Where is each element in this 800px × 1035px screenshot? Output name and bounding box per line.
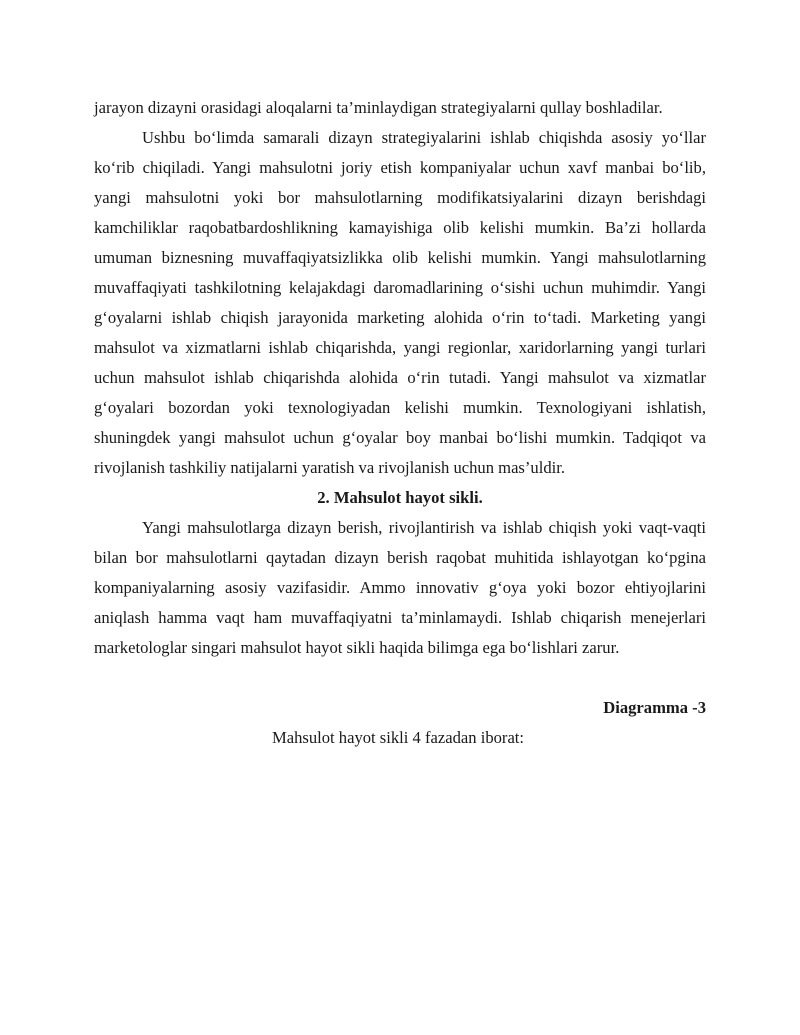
section-heading: 2. Mahsulot hayot sikli. bbox=[317, 488, 483, 507]
diagram-label: Diagramma -3 bbox=[603, 698, 706, 717]
paragraph-continuation: jarayon dizayni orasidagi aloqalarni ta’minlaydigan strategiyalarni qullay boshladilar. bbox=[94, 98, 663, 117]
document-page bbox=[94, 93, 706, 753]
paragraph-product-design: Yangi mahsulotlarga dizayn berish, rivojlantirish va ishlab chiqish yoki vaqt-vaqti bilan bor mahsulotlarni qaytadan dizayn berish raqobat muhitida ishlayotgan ko‘pgina kompaniyalarning asosiy vazifasidir. Ammo innovativ g‘oya yoki bozor ehtiyojlarini aniqlash hamma vaqt ham muvaffaqiyatni ta’minlamaydi. Ishlab chiqarish menejerlari marketologlar singari mahsulot hayot sikli haqida bilimga ega bo‘lishlari zarur. bbox=[94, 518, 706, 657]
diagram-caption: Mahsulot hayot sikli 4 fazadan iborat: bbox=[271, 728, 525, 747]
paragraph-design-strategies: Ushbu bo‘limda samarali dizayn strategiyalarini ishlab chiqishda asosiy yo‘llar ko‘rib chiqiladi. Yangi mahsulotni joriy etish kompaniyalar uchun xavf manbai bo‘lib, yangi mahsulotni yoki bor mahsulotlarning modifikatsiyalarini dizayn berishdagi kamchiliklar raqobatbardoshlikning kamayishiga olib kelishi mumkin. Ba’zi hollarda umuman biznesning muvaffaqiyatsizlikka olib kelishi mumkin. Yangi mahsulotlarning muvaffaqiyati tashkilotning kelajakdagi daromadlarining o‘sishi uchun muhimdir. Yangi g‘oyalarni ishlab chiqish jarayonida marketing alohida o‘rin to‘tadi. Marketing yangi mahsulot va xizmatlarni ishlab chiqarishda, yangi regionlar, xaridorlarning yangi turlari uchun mahsulot ishlab chiqarishda alohida o‘rin tutadi. Yangi mahsulot va xizmatlar g‘oyalari bozordan yoki texnologiyadan kelishi mumkin. Texnologiyani ishlatish, shuningdek yangi mahsulot uchun g‘oyalar boy manbai bo‘lishi mumkin. Tadqiqot va rivojlanish tashkiliy natijalarni yaratish va rivojlanish uchun mas’uldir. bbox=[94, 128, 706, 477]
